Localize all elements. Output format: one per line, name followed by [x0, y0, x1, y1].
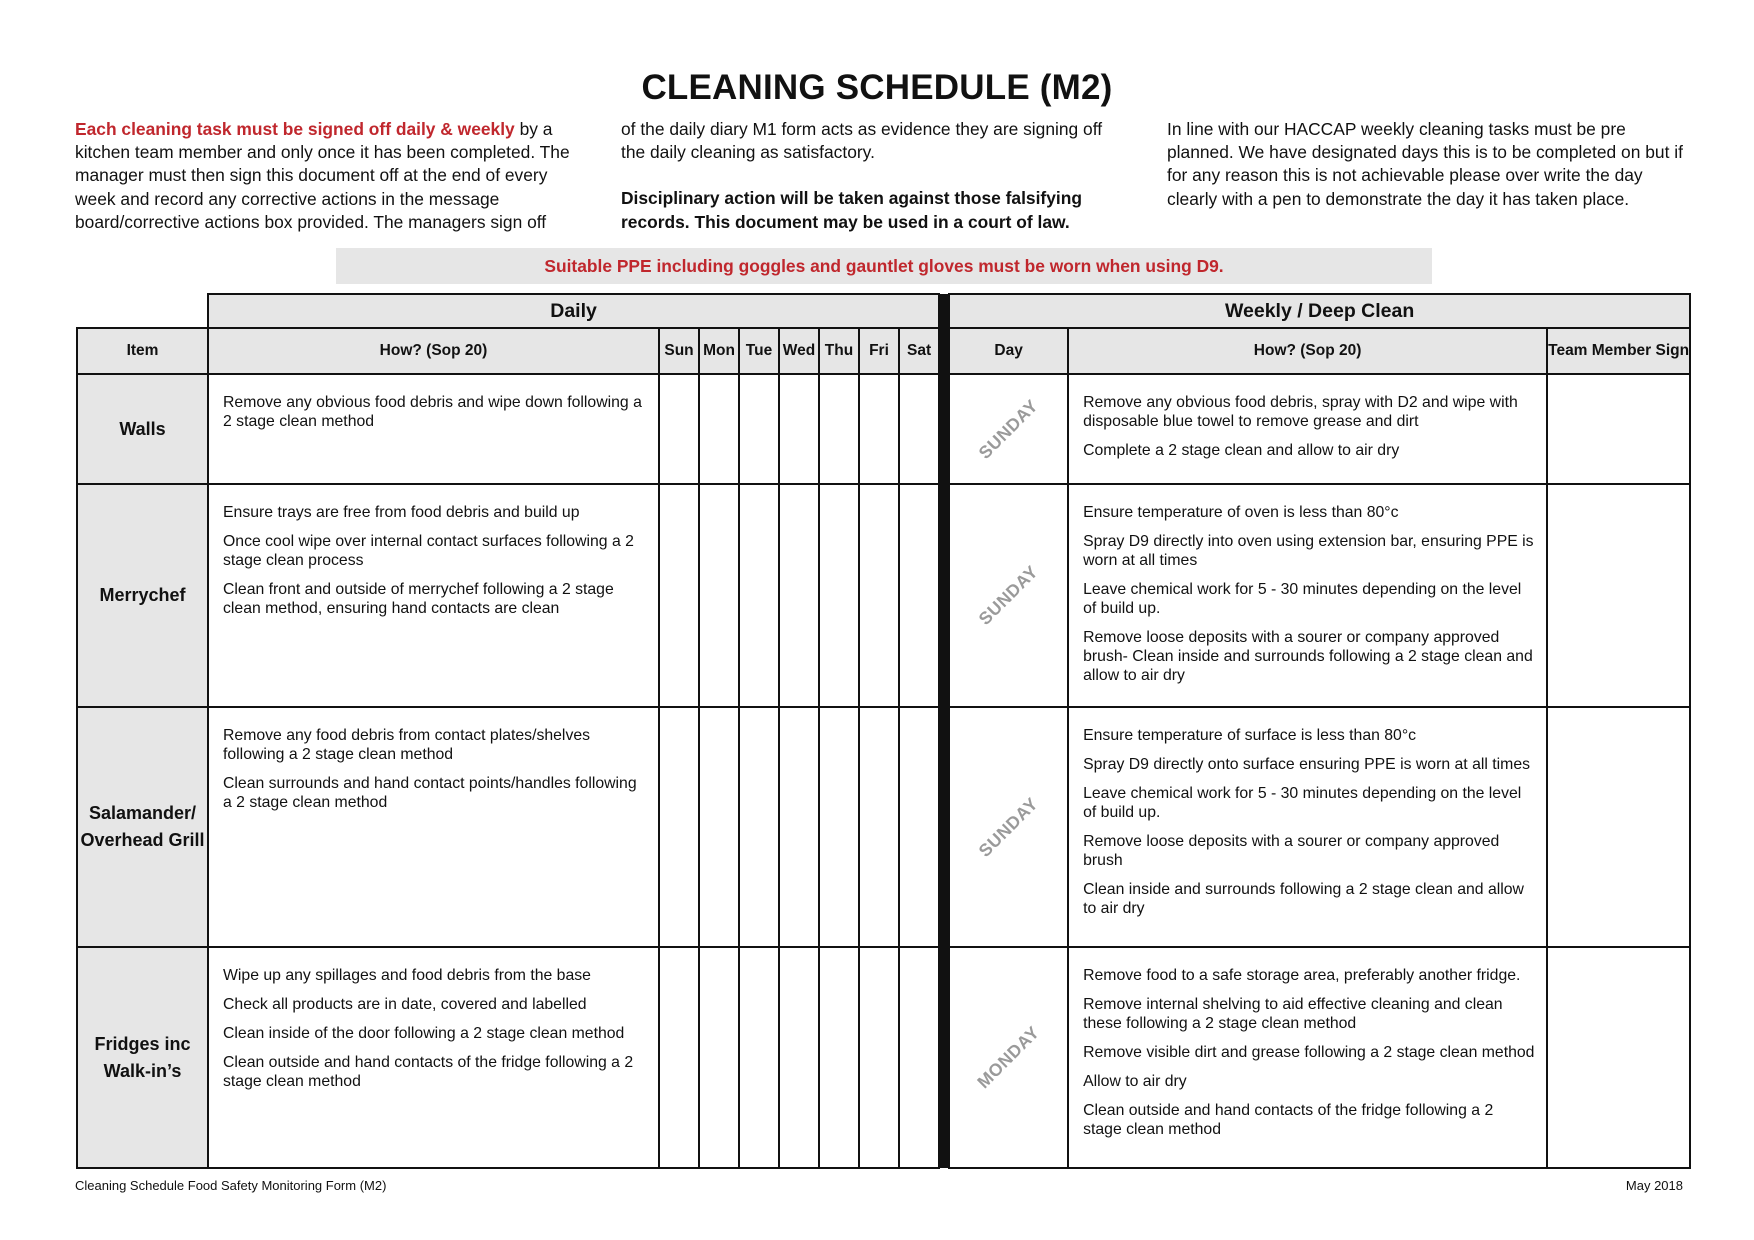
ppe-banner: Suitable PPE including goggles and gauntlet gloves must be worn when using D9.	[336, 248, 1432, 284]
scheduled-day-stamp: MONDAY	[973, 1022, 1044, 1093]
blank-corner-cell	[77, 294, 208, 328]
item-name-line2: Overhead Grill	[80, 830, 205, 850]
sign-cell-mon[interactable]	[699, 374, 739, 484]
page-title: CLEANING SCHEDULE (M2)	[641, 68, 1113, 107]
sign-cell-sat[interactable]	[899, 707, 939, 947]
task-item: Clean outside and hand contacts of the fridge following a 2 stage clean method	[223, 1054, 634, 1090]
scheduled-day-stamp: SUNDAY	[974, 792, 1042, 861]
weekly-group-header: Weekly / Deep Clean	[949, 294, 1690, 328]
sign-cell-wed[interactable]	[779, 947, 819, 1168]
cleaning-schedule-table	[76, 293, 1691, 1169]
table-row-walls	[77, 374, 1690, 484]
weekly-tasks-cell	[1068, 374, 1547, 484]
sign-cell-mon[interactable]	[699, 707, 739, 947]
sign-cell-fri[interactable]	[859, 947, 899, 1168]
daily-tasks-cell	[208, 947, 659, 1168]
weekly-day-header: Day	[949, 328, 1068, 374]
intro-evidence-text: of the daily diary M1 form acts as evidence they are signing off the daily cleaning as satisfactory.	[621, 119, 1103, 163]
table-row-merrychef	[77, 484, 1690, 707]
item-name: Merrychef	[99, 585, 186, 605]
task-item: Clean front and outside of merrychef following a 2 stage clean method, ensuring hand contacts are clean	[223, 581, 614, 617]
scheduled-day-stamp: SUNDAY	[974, 394, 1042, 463]
sign-cell-wed[interactable]	[779, 707, 819, 947]
item-cell	[77, 947, 208, 1168]
spacer	[621, 164, 1121, 187]
task-item: Ensure temperature of surface is less than 80°c	[1083, 727, 1417, 744]
sign-cell-mon[interactable]	[699, 484, 739, 707]
sign-cell-tue[interactable]	[739, 947, 779, 1168]
task-item: Wipe up any spillages and food debris from the base	[223, 967, 591, 984]
task-item: Remove any obvious food debris and wipe down following a 2 stage clean method	[223, 394, 642, 430]
task-item: Ensure trays are free from food debris and build up	[223, 504, 580, 521]
sign-cell-sun[interactable]	[659, 374, 699, 484]
sign-cell-wed[interactable]	[779, 484, 819, 707]
day-header-sat: Sat	[899, 328, 939, 374]
team-member-sign-cell[interactable]	[1547, 947, 1690, 1168]
sign-cell-fri[interactable]	[859, 484, 899, 707]
task-item: Check all products are in date, covered and labelled	[223, 996, 587, 1013]
sign-cell-sun[interactable]	[659, 947, 699, 1168]
item-header: Item	[77, 328, 208, 374]
table-row-salamander	[77, 707, 1690, 947]
item-name: Fridges inc	[94, 1033, 191, 1054]
item-name: Walls	[119, 418, 166, 439]
intro-disciplinary-warning: Disciplinary action will be taken against those falsifying records. This document may be used in a court of law.	[621, 188, 1082, 232]
sign-cell-tue[interactable]	[739, 707, 779, 947]
item-cell	[77, 484, 208, 707]
sign-cell-thu[interactable]	[819, 484, 859, 707]
intro-column-3	[1167, 118, 1687, 211]
team-member-sign-header: Team Member Sign	[1547, 328, 1690, 374]
task-item: Clean inside of the door following a 2 stage clean method	[223, 1025, 625, 1042]
daily-tasks-cell	[208, 374, 659, 484]
sign-cell-wed[interactable]	[779, 374, 819, 484]
task-item: Spray D9 directly onto surface ensuring PPE is worn at all times	[1083, 756, 1531, 773]
team-member-sign-cell[interactable]	[1547, 484, 1690, 707]
task-item: Remove loose deposits with a sourer or company approved brush- Clean inside and surrounds following a 2 stage clean and allow to air dry	[1083, 629, 1533, 684]
task-item: Complete a 2 stage clean and allow to air dry	[1083, 442, 1400, 459]
task-item: Remove any obvious food debris, spray with D2 and wipe with disposable blue towel to remove grease and dirt	[1083, 394, 1518, 430]
item-cell	[77, 374, 208, 484]
task-item: Leave chemical work for 5 - 30 minutes depending on the level of build up.	[1083, 581, 1522, 617]
intro-signoff-text: by a kitchen team member and only once it has been completed. The manager must then sign this document off at the end of every week and record any corrective actions in the message board/corrective actions box provided. The managers sign off	[75, 119, 570, 232]
task-item: Clean surrounds and hand contact points/handles following a 2 stage clean method	[223, 775, 637, 811]
column-header-row	[77, 328, 1690, 374]
task-item: Once cool wipe over internal contact surfaces following a 2 stage clean process	[223, 533, 634, 569]
item-cell	[77, 707, 208, 947]
task-item: Leave chemical work for 5 - 30 minutes depending on the level of build up.	[1083, 785, 1522, 821]
sign-cell-mon[interactable]	[699, 947, 739, 1168]
task-item: Remove visible dirt and grease following a 2 stage clean method	[1083, 1044, 1535, 1061]
daily-tasks-cell	[208, 484, 659, 707]
task-item: Allow to air dry	[1083, 1073, 1187, 1090]
sign-cell-sun[interactable]	[659, 484, 699, 707]
sign-cell-thu[interactable]	[819, 707, 859, 947]
scheduled-day-cell[interactable]	[949, 947, 1068, 1168]
day-header-mon: Mon	[699, 328, 739, 374]
sign-cell-sat[interactable]	[899, 947, 939, 1168]
team-member-sign-cell[interactable]	[1547, 374, 1690, 484]
weekly-how-header: How? (Sop 20)	[1068, 328, 1547, 374]
sign-cell-tue[interactable]	[739, 484, 779, 707]
day-header-tue: Tue	[739, 328, 779, 374]
sign-cell-sat[interactable]	[899, 484, 939, 707]
daily-tasks-cell	[208, 707, 659, 947]
day-header-fri: Fri	[859, 328, 899, 374]
day-header-thu: Thu	[819, 328, 859, 374]
sign-cell-sun[interactable]	[659, 707, 699, 947]
task-item: Remove loose deposits with a sourer or company approved brush	[1083, 833, 1500, 869]
daily-group-header: Daily	[208, 294, 939, 328]
sign-cell-fri[interactable]	[859, 374, 899, 484]
day-header-wed: Wed	[779, 328, 819, 374]
intro-signoff-warning: Each cleaning task must be signed off daily & weekly	[75, 119, 515, 139]
task-item: Remove internal shelving to aid effective cleaning and clean these following a 2 stage clean method	[1083, 996, 1503, 1032]
task-item: Clean outside and hand contacts of the fridge following a 2 stage clean method	[1083, 1102, 1494, 1138]
intro-column-2	[621, 118, 1121, 234]
intro-column-1	[75, 118, 580, 234]
scheduled-day-cell[interactable]	[949, 707, 1068, 947]
scheduled-day-cell[interactable]	[949, 374, 1068, 484]
weekly-tasks-cell	[1068, 947, 1547, 1168]
daily-how-header: How? (Sop 20)	[208, 328, 659, 374]
sign-cell-tue[interactable]	[739, 374, 779, 484]
task-item: Remove any food debris from contact plates/shelves following a 2 stage clean method	[223, 727, 591, 763]
sign-cell-thu[interactable]	[819, 947, 859, 1168]
scheduled-day-stamp: SUNDAY	[974, 561, 1042, 629]
item-name-line2: Walk-in’s	[103, 1060, 182, 1081]
weekly-tasks-cell	[1068, 707, 1547, 947]
intro-haccap-text: In line with our HACCAP weekly cleaning tasks must be pre planned. We have designated days this is to be completed on but if for any reason this is not achievable please over write the day clearly with a pen to demonstrate the day it has taken place.	[1167, 119, 1683, 209]
footer-form-name: Cleaning Schedule Food Safety Monitoring Form (M2)	[75, 1178, 387, 1193]
sign-cell-thu[interactable]	[819, 374, 859, 484]
scheduled-day-cell[interactable]	[949, 484, 1068, 707]
weekly-tasks-cell	[1068, 484, 1547, 707]
item-name: Salamander/	[88, 803, 197, 823]
section-divider	[939, 294, 949, 1168]
footer-date: May 2018	[1625, 1178, 1683, 1193]
task-item: Clean inside and surrounds following a 2 stage clean and allow to air dry	[1083, 881, 1524, 917]
table-row-fridges	[77, 947, 1690, 1168]
task-item: Remove food to a safe storage area, preferably another fridge.	[1083, 967, 1521, 984]
sign-cell-sat[interactable]	[899, 374, 939, 484]
day-header-sun: Sun	[659, 328, 699, 374]
task-item: Spray D9 directly into oven using extension bar, ensuring PPE is worn at all times	[1083, 533, 1534, 569]
team-member-sign-cell[interactable]	[1547, 707, 1690, 947]
task-item: Ensure temperature of oven is less than 80°c	[1083, 504, 1399, 521]
sign-cell-fri[interactable]	[859, 707, 899, 947]
group-header-row	[77, 294, 1690, 328]
